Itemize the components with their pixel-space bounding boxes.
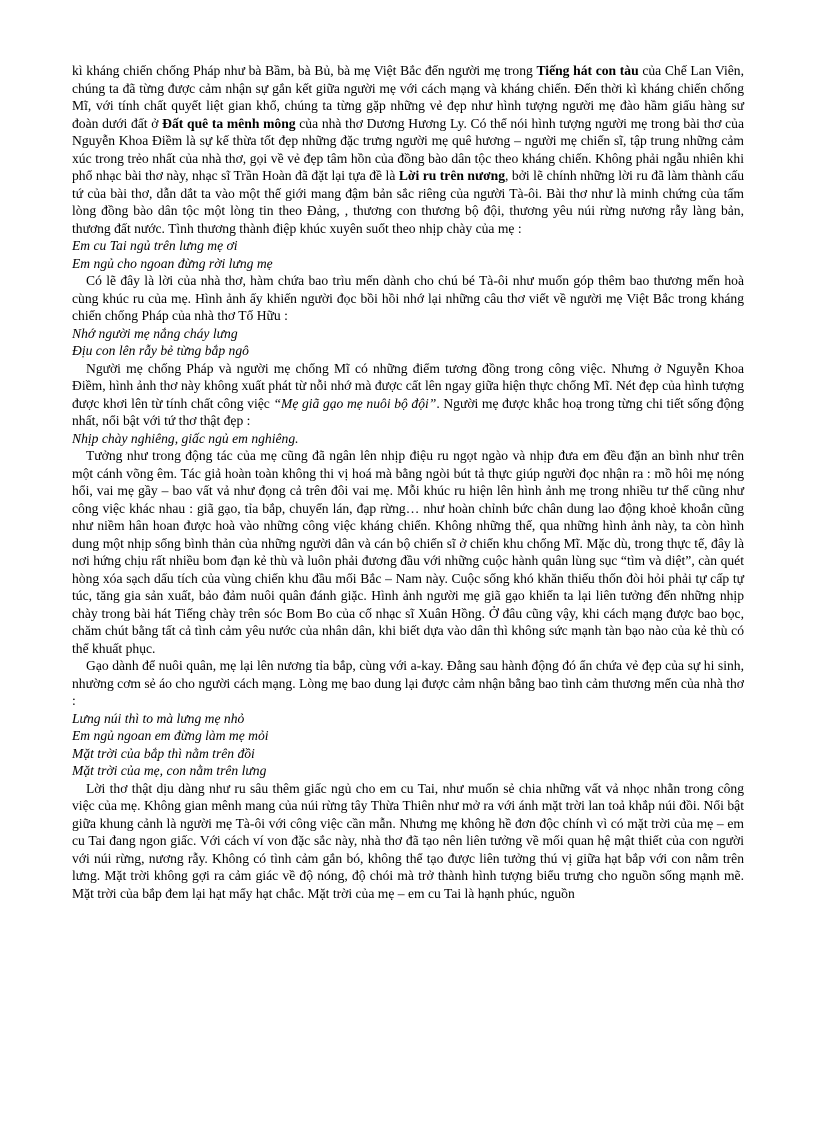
text-run: Lời thơ thật dịu dàng như ru sâu thêm giấc ngủ cho em cu Tai, như muốn sẻ chia những vất vả nhọc nhằn trong công việc của mẹ. Không gian mênh mang của núi rừng tây Thừa Thiên như mở ra với ánh mặt trời lan toả khắp núi đồi. Nổi bật giữa khung cảnh là người mẹ Tà-ôi với công việc cần mẫn. Nhưng mẹ không hề đơn độc chính vì có mặt trời của mẹ – em cu Tai đang ngon giấc. Với cách ví von đặc sắc này, nhà thơ đã tạo nên liên tưởng về mối quan hệ mật thiết của con người với núi rừng, nương rẫy. Không có tình cảm gắn bó, không thể tạo được liên tưởng thú vị giữa hạt bắp với con nằm trên lưng. Mặt trời không gợi ra cảm giác về độ nóng, độ chói mà trở thành hình tượng biểu trưng cho nguồn sống mạnh mẽ. Mặt trời của bắp đem lại hạt mẩy hạt chắc. Mặt trời của mẹ – em cu Tai là hạnh phúc, nguồn	[72, 780, 744, 901]
body-paragraph	[72, 657, 744, 710]
text-run: của nhà thơ Dương Hương Ly. Có thể nói hình tượng người mẹ trong bài thơ của Nguyễn Khoa Điềm là sự kế thừa tốt đẹp những đặc trưng người mẹ quê hương – người mẹ chiến sĩ, tập trung những cảm xúc trong trẻo nhất của nhà thơ, gọi về vẻ đẹp tâm hồn của đồng bào dân tộc theo kháng chiến. Không phải ngẫu nhiên khi phổ nhạc bài thơ này, nhạc sĩ Trần Hoàn đã đặt lại tựa đề là	[72, 115, 744, 183]
bold-title: Lời ru trên nương	[398, 168, 506, 183]
document-page	[72, 62, 744, 902]
body-paragraph	[72, 447, 744, 657]
text-run: Người mẹ chống Pháp và người mẹ chống Mĩ có những điểm tương đồng trong công việc. Nhưng ở Nguyễn Khoa Điềm, hình ảnh thơ này không xuất phát từ nỗi nhớ mà được cất lên ngay giữa hiện thực chống Mĩ. Nét đẹp của hình tượng được khơi lên từ tính chất công việc	[72, 360, 744, 411]
text-run: kì kháng chiến chống Pháp như bà Bầm, bà Bủ, bà mẹ Việt Bắc đến người mẹ trong	[72, 63, 537, 78]
body-paragraph	[72, 62, 744, 237]
italic-quote: “Mẹ giã gạo mẹ nuôi bộ đội”	[273, 395, 437, 411]
body-paragraph	[72, 360, 744, 430]
body-paragraph	[72, 272, 744, 325]
text-run: . Người mẹ được khắc hoạ trong từng chi tiết sống động nhất, nổi bật với tứ thơ thật đẹp :	[72, 395, 744, 428]
poem-verse-line: Nhớ người mẹ nắng cháy lưng	[72, 325, 238, 341]
poem-verse-line: Lưng núi thì to mà lưng mẹ nhỏ	[72, 710, 245, 726]
bold-title: Đất quê ta mênh mông	[162, 115, 296, 131]
poem-verse-line: Em ngủ cho ngoan đừng rời lưng mẹ	[72, 255, 273, 271]
poem-verse-line: Em ngủ ngoan em đừng làm mẹ mỏi	[72, 728, 269, 743]
body-paragraph	[72, 780, 744, 903]
text-run: Tưởng như trong động tác của mẹ cũng đã ngân lên nhịp điệu ru ngọt ngào và nhịp đưa em đều đặn an bình như trên một cánh võng êm. Tác giả hoàn toàn không thi vị hoá mà bằng ngòi bút tả thực giúp người đọc nhận ra : mồ hôi mẹ nóng hổi, vai mẹ gầy – bao vất vả như đọng cả trên đôi vai mẹ. Mỗi khúc ru hiện lên hình ảnh mẹ trong nhiều tư thế cũng như công việc khác nhau : giã gạo, tỉa bắp, chuyển lán, đạp rừng… như hoàn chỉnh bức chân dung lao động khoẻ khoắn cũng như niềm hân hoan được hoà vào những công việc kháng chiến. Không những thế, qua những hình ảnh này, ta còn hình dung một nhịp sống bình thản của những người dân và cán bộ chiến sĩ ở chiến khu chống Mĩ. Mặc dù, trong thực tế, đây là nơi hứng chịu rất nhiều bom đạn kẻ thù và luôn phải đương đầu với những cuộc hành quân lùng sục “tìm và diệt”, càn quét hòng xóa sạch dấu tích của vùng chiến khu đầu mối Bắc – Nam này. Cuộc sống khó khăn thiếu thốn đòi hỏi phải tự cấp tự túc, tăng gia sản xuất, bảo đảm nuôi quân đánh giặc. Hình ảnh người mẹ giã gạo khiến ta lại liên tưởng đến những nhịp chày trong bài hát Tiếng chày trên sóc Bom Bo của cố nhạc sĩ Xuân Hồng. Ở đâu cũng vậy, khi cách mạng được bao bọc, chăm chút bằng tất cả tình cảm yêu nước của nhân dân, khi biết dựa vào dân thì không sức mạnh tàn bạo nào của kẻ thù có thể khuất phục.	[72, 448, 744, 656]
text-run: Có lẽ đây là lời của nhà thơ, hàm chứa bao trìu mến dành cho chú bé Tà-ôi như muốn góp thêm bao thương mến hoà cùng khúc ru của mẹ. Hình ảnh ấy khiến người đọc bồi hồi nhớ lại những câu thơ viết về người mẹ Việt Bắc trong kháng chiến chống Pháp của nhà thơ Tố Hữu :	[72, 273, 744, 323]
bold-title: Tiếng hát con tàu	[536, 63, 639, 78]
poem-verse-line: Em cu Tai ngủ trên lưng mẹ ơi	[72, 238, 238, 253]
text-run: của Chế Lan Viên, chúng ta đã từng được cảm nhận sự gắn kết giữa người mẹ với cách mạng và kháng chiến. Đến thời kì kháng chiến chống Mĩ, với tính chất quyết liệt gian khổ, chúng ta từng gặp những vẻ đẹp như hình tượng người mẹ đào hầm giấu hàng sư đoàn dưới đất ở	[72, 63, 745, 131]
poem-verse-line: Nhịp chày nghiêng, giấc ngủ em nghiêng.	[72, 430, 299, 446]
poem-verse-line: Mặt trời của bắp thì nằm trên đồi	[72, 745, 255, 761]
text-run: , bởi lẽ chính những lời ru đã làm thành cấu tứ của bài thơ, dẫn dắt ta vào một thế giới mang đậm bản sắc riêng của người Tà-ôi. Bài thơ như là minh chứng của tấm lòng đồng bào dân tộc một lòng tin theo Đảng, , thương con thương bộ đội, thương yêu núi rừng nương rẫy làng bản, thương đất nước. Tình thương thành điệp khúc xuyên suốt theo nhịp chày của mẹ :	[72, 168, 744, 236]
text-run: Gạo dành để nuôi quân, mẹ lại lên nương tỉa bắp, cùng với a-kay. Đằng sau hành động đó ẩn chứa vẻ đẹp của sự hi sinh, nhường cơm sẻ áo cho người cách mạng. Lòng mẹ bao dung lại được cảm nhận bằng bao tình cảm thương mến của nhà thơ :	[72, 658, 744, 708]
poem-verse-line: Mặt trời của mẹ, con nằm trên lưng	[72, 763, 267, 778]
poem-verse-line: Địu con lên rẫy bẻ từng bắp ngô	[72, 343, 249, 358]
